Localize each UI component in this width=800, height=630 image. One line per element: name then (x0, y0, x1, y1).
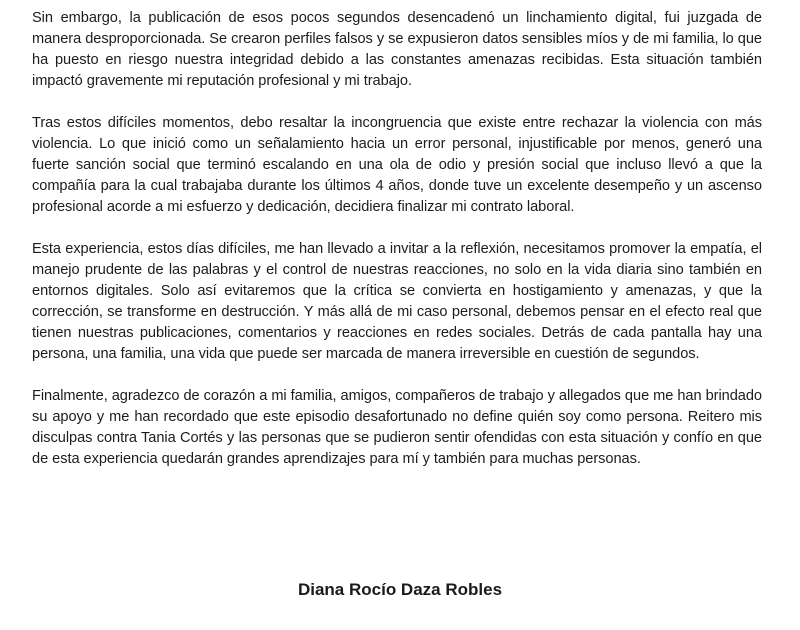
signature-name: Diana Rocío Daza Robles (297, 580, 503, 599)
paragraph-agradecimiento: Finalmente, agradezco de corazón a mi familia, amigos, compañeros de trabajo y allegados que me han brindado su apoyo y me han recordado que este episodio desafortunado no define quién soy como persona. Reitero mis disculpas contra Tania Cortés y las personas que se pudieron sentir ofendidas con esta situación y confío en que de esta experiencia quedarán grandes aprendizajes para mí y también para muchas personas. (32, 388, 762, 467)
paragraph-reflexion: Esta experiencia, estos días difíciles, me han llevado a invitar a la reflexión, necesitamos promover la empatía, el manejo prudente de las palabras y el control de nuestras reacciones, no solo en la vida diaria sino también en entornos digitales. Solo así evitaremos que la crítica se convierta en hostigamiento y amenazas, y que la corrección, se transforme en destrucción. Y más allá de mi caso personal, debemos pensar en el efecto real que tienen nuestras publicaciones, comentarios y reacciones en redes sociales. Detrás de cada pantalla hay una persona, una familia, una vida que puede ser marcada de manera irreversible en cuestión de segundos. (32, 241, 762, 362)
paragraph-linchamiento: Sin embargo, la publicación de esos pocos segundos desencadenó un linchamiento digital, fui juzgada de manera desproporcionada. Se crearon perfiles falsos y se expusieron datos sensibles míos y de mi familia, lo que ha puesto en riesgo nuestra integridad debido a las constantes amenazas recibidas. Esta situación también impactó gravemente mi reputación profesional y mi trabajo. (32, 10, 762, 89)
paragraph-incongruencia: Tras estos difíciles momentos, debo resaltar la incongruencia que existe entre rechazar la violencia con más violencia. Lo que inició como un señalamiento hacia un error personal, injustificable por menos, generó una fuerte sanción social que terminó escalando en una ola de odio y presión social que incluso llevó a que la compañía para la cual trabajaba durante los últimos 4 años, donde tuve un excelente desempeño y un ascenso profesional acorde a mi esfuerzo y dedicación, decidiera finalizar mi contrato laboral. (32, 115, 762, 215)
